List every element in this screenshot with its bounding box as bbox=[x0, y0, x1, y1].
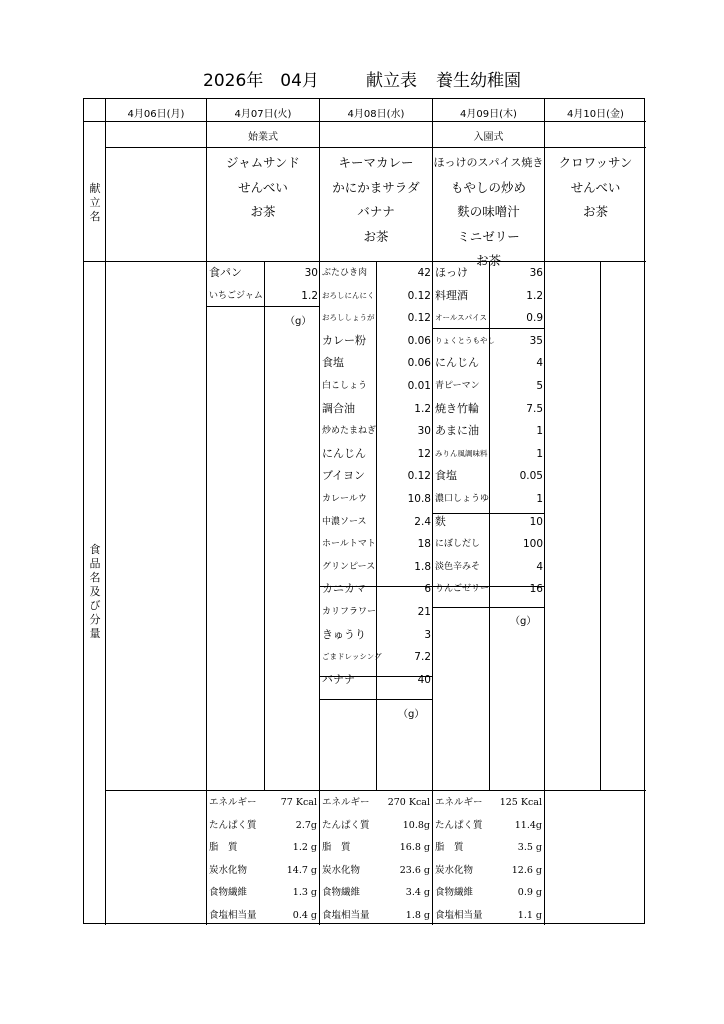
ingredient-name: にぼしだし bbox=[435, 539, 481, 550]
nutrition-row bbox=[433, 815, 544, 838]
ingredient-name: 中濃ソース bbox=[322, 516, 367, 527]
ingredient-name: きゅうり bbox=[322, 627, 366, 641]
ingredient-amount: 1 bbox=[536, 493, 543, 505]
menu-table bbox=[83, 98, 645, 924]
title-school-name: 養生幼稚園 bbox=[436, 71, 521, 91]
ingredient-name: カレールウ bbox=[322, 494, 367, 504]
ingredient-name: グリンピース bbox=[322, 561, 376, 572]
menu-item: ほっけのスパイス焼き bbox=[433, 156, 544, 169]
nutrition-label: たんぱく質 bbox=[435, 819, 483, 831]
nutrition-value: 125 Kcal bbox=[499, 797, 542, 808]
ingredient-amount: 36 bbox=[529, 267, 543, 279]
ingredient-name: みりん風調味料 bbox=[435, 448, 488, 458]
ingredient-amount: 12 bbox=[417, 447, 431, 460]
nutrition-value: 3.5 g bbox=[517, 842, 542, 854]
nutrition-label: エネルギー bbox=[322, 797, 370, 808]
column-divider bbox=[600, 261, 601, 790]
ingredient-name: 食パン bbox=[209, 266, 242, 279]
ingredient-name: おろしにんにく bbox=[322, 290, 375, 300]
menu-cell bbox=[545, 151, 646, 225]
ingredient-name: 麩 bbox=[435, 514, 446, 528]
ingredient-amount: 100 bbox=[522, 538, 543, 551]
ingredient-row bbox=[433, 330, 544, 353]
menu-item: クロワッサン bbox=[558, 155, 633, 170]
nutrition-value: 2.7g bbox=[295, 819, 317, 831]
menu-item: お茶 bbox=[475, 253, 501, 268]
ingredient-row bbox=[320, 624, 432, 647]
nutrition-value: 16.8 g bbox=[399, 842, 430, 854]
nutrition-row bbox=[320, 815, 432, 838]
ingredient-name: 調合油 bbox=[322, 401, 355, 415]
ingredient-row bbox=[320, 601, 432, 624]
ingredient-amount: 0.12 bbox=[407, 289, 431, 302]
ingredient-row bbox=[320, 646, 432, 669]
nutrition-row bbox=[320, 792, 432, 815]
ingredient-row bbox=[207, 285, 319, 308]
nutrition-label: たんぱく質 bbox=[209, 819, 257, 831]
nutrition-value: 1.8 g bbox=[405, 910, 430, 921]
ingredient-name: ほっけ bbox=[435, 266, 468, 279]
ingredient-name: 食塩 bbox=[435, 469, 457, 483]
nutrition-label: 食塩相当量 bbox=[209, 910, 257, 921]
nutrition-row bbox=[433, 837, 544, 860]
date-header: 4月10日(金) bbox=[567, 109, 624, 120]
nutrition-label: エネルギー bbox=[435, 797, 483, 808]
unit-label: （g） bbox=[398, 709, 425, 720]
ingredient-row bbox=[320, 556, 432, 579]
ingredient-row bbox=[433, 533, 544, 556]
ingredient-amount: 21 bbox=[417, 606, 431, 618]
event-label: 入園式 bbox=[473, 132, 504, 143]
ingredient-amount: 30 bbox=[417, 425, 431, 438]
nutrition-row bbox=[320, 905, 432, 928]
ingredient-amount: 0.06 bbox=[407, 357, 431, 370]
food-row-label: 食 品 名 及 び 分 量 bbox=[89, 543, 101, 640]
nutrition-label: たんぱく質 bbox=[322, 819, 370, 831]
ingredient-name: 食塩 bbox=[322, 356, 344, 370]
ingredient-name: 濃口しょうゆ bbox=[435, 494, 490, 504]
nutrition-row bbox=[320, 837, 432, 860]
menu-item: せんべい bbox=[238, 179, 288, 195]
menu-item: お茶 bbox=[582, 204, 608, 219]
nutrition-label: 食塩相当量 bbox=[322, 910, 370, 921]
ingredient-row bbox=[433, 375, 544, 398]
ingredient-row bbox=[320, 465, 432, 488]
ingredient-row bbox=[320, 578, 432, 601]
ingredient-amount: 1 bbox=[536, 425, 543, 438]
ingredient-name: ごまドレッシング bbox=[322, 652, 382, 662]
nutrition-value: 0.4 g bbox=[292, 910, 317, 921]
ingredient-row bbox=[320, 352, 432, 375]
date-header: 4月08日(水) bbox=[347, 109, 405, 120]
menu-cell bbox=[433, 151, 544, 274]
ingredient-row bbox=[320, 420, 432, 443]
menu-item: キーマカレー bbox=[338, 155, 414, 170]
ingredient-amount: 4 bbox=[536, 560, 543, 573]
nutrition-label: 食塩相当量 bbox=[435, 910, 483, 921]
nutrition-label: 炭水化物 bbox=[435, 864, 474, 876]
ingredient-row bbox=[320, 262, 432, 285]
menu-row-label: 献 立 名 bbox=[89, 182, 101, 223]
nutrition-label: 食物繊維 bbox=[209, 887, 248, 899]
ingredient-amount: 42 bbox=[417, 267, 431, 279]
ingredient-name: ぶたひき肉 bbox=[322, 268, 368, 278]
ingredient-name: カレー粉 bbox=[322, 333, 366, 347]
nutrition-label: 脂 質 bbox=[435, 842, 464, 854]
ingredient-row bbox=[433, 465, 544, 488]
ingredient-amount: 4 bbox=[536, 357, 543, 370]
ingredient-amount: 6 bbox=[424, 583, 431, 596]
nutrition-value: 1.2 g bbox=[292, 842, 317, 854]
row-divider bbox=[105, 790, 646, 791]
menu-item: もやしの炒め bbox=[450, 179, 526, 195]
menu-item: 麩の味噌汁 bbox=[457, 204, 520, 219]
ingredient-row bbox=[433, 352, 544, 375]
ingredient-row bbox=[433, 578, 544, 601]
nutrition-value: 23.6 g bbox=[399, 864, 430, 876]
nutrition-label: 食物繊維 bbox=[322, 887, 361, 899]
menu-item: ジャムサンド bbox=[226, 155, 300, 170]
ingredient-amount: 30 bbox=[304, 267, 318, 279]
ingredient-name: りょくとうもやし bbox=[435, 335, 495, 345]
nutrition-label: 脂 質 bbox=[322, 842, 351, 854]
ingredient-row bbox=[433, 511, 544, 534]
ingredient-row bbox=[320, 443, 432, 466]
row-divider bbox=[105, 147, 646, 148]
date-header: 4月06日(月) bbox=[127, 109, 185, 120]
ingredient-row bbox=[433, 398, 544, 421]
ingredient-name: 焼き竹輪 bbox=[435, 401, 479, 415]
ingredient-name: あまに油 bbox=[435, 424, 479, 438]
menu-item: お茶 bbox=[363, 228, 389, 244]
ingredient-row bbox=[433, 556, 544, 579]
title-year-month: 2026年 04月 bbox=[203, 71, 319, 91]
nutrition-value: 0.9 g bbox=[517, 887, 542, 899]
ingredient-amount: 1 bbox=[536, 447, 543, 460]
ingredient-name: 炒めたまねぎ bbox=[322, 426, 377, 437]
ingredient-amount: 0.05 bbox=[519, 470, 543, 483]
event-label: 始業式 bbox=[248, 132, 278, 143]
ingredient-amount: 5 bbox=[536, 380, 543, 392]
nutrition-value: 12.6 g bbox=[511, 864, 542, 876]
ingredient-name: オールスパイス bbox=[435, 313, 488, 323]
nutrition-row bbox=[207, 860, 319, 883]
ingredient-name: 白こしょう bbox=[322, 381, 368, 391]
nutrition-value: 3.4 g bbox=[405, 887, 430, 899]
nutrition-row bbox=[207, 905, 319, 928]
row-divider bbox=[84, 121, 646, 122]
menu-item: せんべい bbox=[570, 179, 621, 195]
ingredient-name: ホールトマト bbox=[322, 539, 376, 550]
ingredient-name: 青ピーマン bbox=[435, 381, 480, 391]
ingredient-amount: 10 bbox=[529, 515, 543, 528]
nutrition-row bbox=[433, 860, 544, 883]
ingredient-amount: 40 bbox=[417, 673, 431, 686]
ingredient-row bbox=[433, 488, 544, 511]
ingredient-amount: 1.2 bbox=[301, 289, 318, 302]
ingredient-name: にんじん bbox=[322, 446, 366, 460]
menu-item: お茶 bbox=[250, 204, 276, 219]
ingredient-amount: 0.9 bbox=[526, 312, 543, 325]
title-menu-label: 献立表 bbox=[366, 71, 417, 91]
ingredient-row bbox=[320, 398, 432, 421]
nutrition-value: 10.8g bbox=[402, 819, 430, 831]
page-title bbox=[0, 66, 724, 94]
row-divider bbox=[319, 699, 432, 700]
ingredient-amount: 0.01 bbox=[407, 380, 431, 392]
ingredient-amount: 10.8 bbox=[407, 493, 431, 505]
nutrition-value: 1.1 g bbox=[517, 910, 542, 921]
menu-item: バナナ bbox=[357, 204, 395, 219]
ingredient-amount: 0.06 bbox=[407, 334, 431, 347]
ingredient-row bbox=[320, 307, 432, 330]
ingredient-row bbox=[320, 533, 432, 556]
nutrition-label: 炭水化物 bbox=[322, 864, 361, 876]
ingredient-amount: 16 bbox=[529, 583, 543, 596]
unit-label: （g） bbox=[285, 316, 312, 327]
nutrition-row bbox=[207, 837, 319, 860]
nutrition-value: 14.7 g bbox=[286, 864, 317, 876]
nutrition-value: 77 Kcal bbox=[280, 797, 317, 808]
date-header: 4月07日(火) bbox=[234, 109, 292, 120]
column-divider bbox=[105, 99, 106, 925]
ingredient-row bbox=[433, 420, 544, 443]
ingredient-name: カリフラワー bbox=[322, 607, 377, 617]
nutrition-row bbox=[207, 815, 319, 838]
ingredient-name: おろししょうが bbox=[322, 313, 375, 323]
menu-item: かにかまサラダ bbox=[332, 179, 420, 195]
ingredient-row bbox=[433, 443, 544, 466]
ingredient-name: ブイヨン bbox=[322, 469, 366, 483]
ingredient-row bbox=[320, 285, 432, 308]
ingredient-amount: 7.2 bbox=[414, 651, 431, 664]
ingredient-name: カニカマ bbox=[322, 582, 366, 596]
ingredient-amount: 18 bbox=[417, 538, 431, 551]
column-divider bbox=[264, 261, 265, 790]
ingredient-amount: 0.12 bbox=[407, 312, 431, 325]
nutrition-row bbox=[320, 882, 432, 905]
nutrition-value: 11.4g bbox=[514, 819, 542, 831]
nutrition-row bbox=[207, 792, 319, 815]
nutrition-label: 炭水化物 bbox=[209, 864, 248, 876]
menu-item: ミニゼリー bbox=[457, 228, 520, 244]
nutrition-row bbox=[433, 792, 544, 815]
nutrition-label: エネルギー bbox=[209, 797, 257, 808]
menu-cell bbox=[320, 151, 432, 249]
ingredient-row bbox=[433, 262, 544, 285]
ingredient-amount: 0.12 bbox=[407, 470, 431, 483]
ingredient-amount: 2.4 bbox=[414, 515, 431, 528]
ingredient-name: いちごジャム bbox=[209, 290, 263, 301]
date-header: 4月09日(木) bbox=[460, 109, 517, 120]
menu-cell bbox=[207, 151, 319, 225]
ingredient-name: バナナ bbox=[322, 672, 355, 686]
ingredient-amount: 35 bbox=[529, 334, 543, 347]
unit-label: （g） bbox=[510, 616, 537, 627]
ingredient-name: 淡色辛みそ bbox=[435, 561, 481, 572]
nutrition-row bbox=[433, 905, 544, 928]
ingredient-row bbox=[320, 669, 432, 692]
ingredient-row bbox=[320, 488, 432, 511]
ingredient-amount: 3 bbox=[424, 628, 431, 641]
ingredient-row bbox=[320, 375, 432, 398]
nutrition-label: 食物繊維 bbox=[435, 887, 474, 899]
ingredient-row bbox=[433, 307, 544, 330]
ingredient-row bbox=[207, 262, 319, 285]
ingredient-amount: 1.2 bbox=[414, 402, 431, 415]
ingredient-row bbox=[320, 330, 432, 353]
ingredient-amount: 7.5 bbox=[526, 402, 543, 415]
nutrition-row bbox=[320, 860, 432, 883]
ingredient-row bbox=[433, 285, 544, 308]
ingredient-amount: 1.8 bbox=[414, 560, 431, 573]
ingredient-name: りんごゼリー bbox=[435, 584, 490, 595]
ingredient-row bbox=[320, 511, 432, 534]
ingredient-name: にんじん bbox=[435, 356, 479, 370]
ingredient-name: 料理酒 bbox=[435, 288, 468, 302]
nutrition-label: 脂 質 bbox=[209, 842, 238, 854]
nutrition-row bbox=[433, 882, 544, 905]
nutrition-value: 1.3 g bbox=[292, 887, 317, 899]
row-divider bbox=[432, 607, 544, 608]
nutrition-row bbox=[207, 882, 319, 905]
nutrition-value: 270 Kcal bbox=[387, 797, 430, 808]
ingredient-amount: 1.2 bbox=[526, 289, 543, 302]
